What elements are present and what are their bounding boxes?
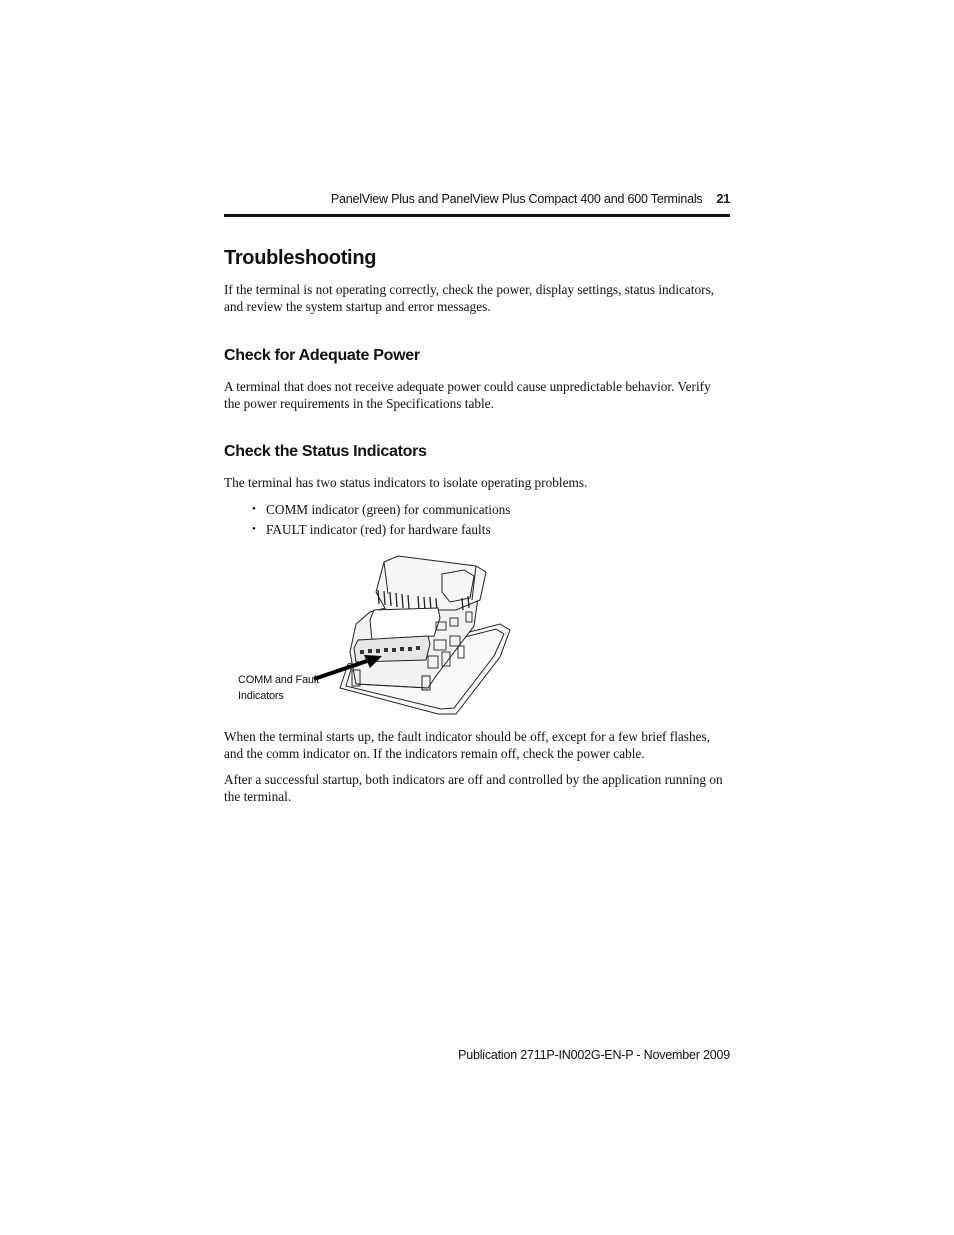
power-heading: Check for Adequate Power [224,347,420,364]
list-item: • COMM indicator (green) for communications [252,501,510,521]
publication-footer: Publication 2711P-IN002G-EN-P - November 2009 [458,1048,730,1062]
header-rule [224,214,730,217]
figure-label-line2: Indicators [238,690,284,702]
status-heading: Check the Status Indicators [224,443,427,460]
startup-paragraph: When the terminal starts up, the fault indicator should be off, except for a few brief flashes, and the comm indicator on. If the indicators remain off, check the power cable. [224,729,711,761]
power-text: A terminal that does not receive adequate power could cause unpredictable behavior. Verify the power requirements in the Specifications table. [224,379,711,411]
figure-label [238,672,319,704]
section-title: Troubleshooting [224,247,377,269]
after-startup-paragraph: After a successful startup, both indicators are off and controlled by the application running on the terminal. [224,772,723,804]
status-intro: The terminal has two status indicators to isolate operating problems. [224,475,588,490]
running-header [224,192,730,206]
indicator-list [252,501,510,541]
running-header-title: PanelView Plus and PanelView Plus Compact 400 and 600 Terminals [330,192,703,206]
figure-label-line1: COMM and Fault [238,674,319,686]
list-item: • FAULT indicator (red) for hardware faults [252,521,510,541]
page-number: 21 [716,192,730,206]
troubleshooting-intro: If the terminal is not operating correctly, check the power, display settings, status indicators, and review the system startup and error messages. [224,282,715,314]
